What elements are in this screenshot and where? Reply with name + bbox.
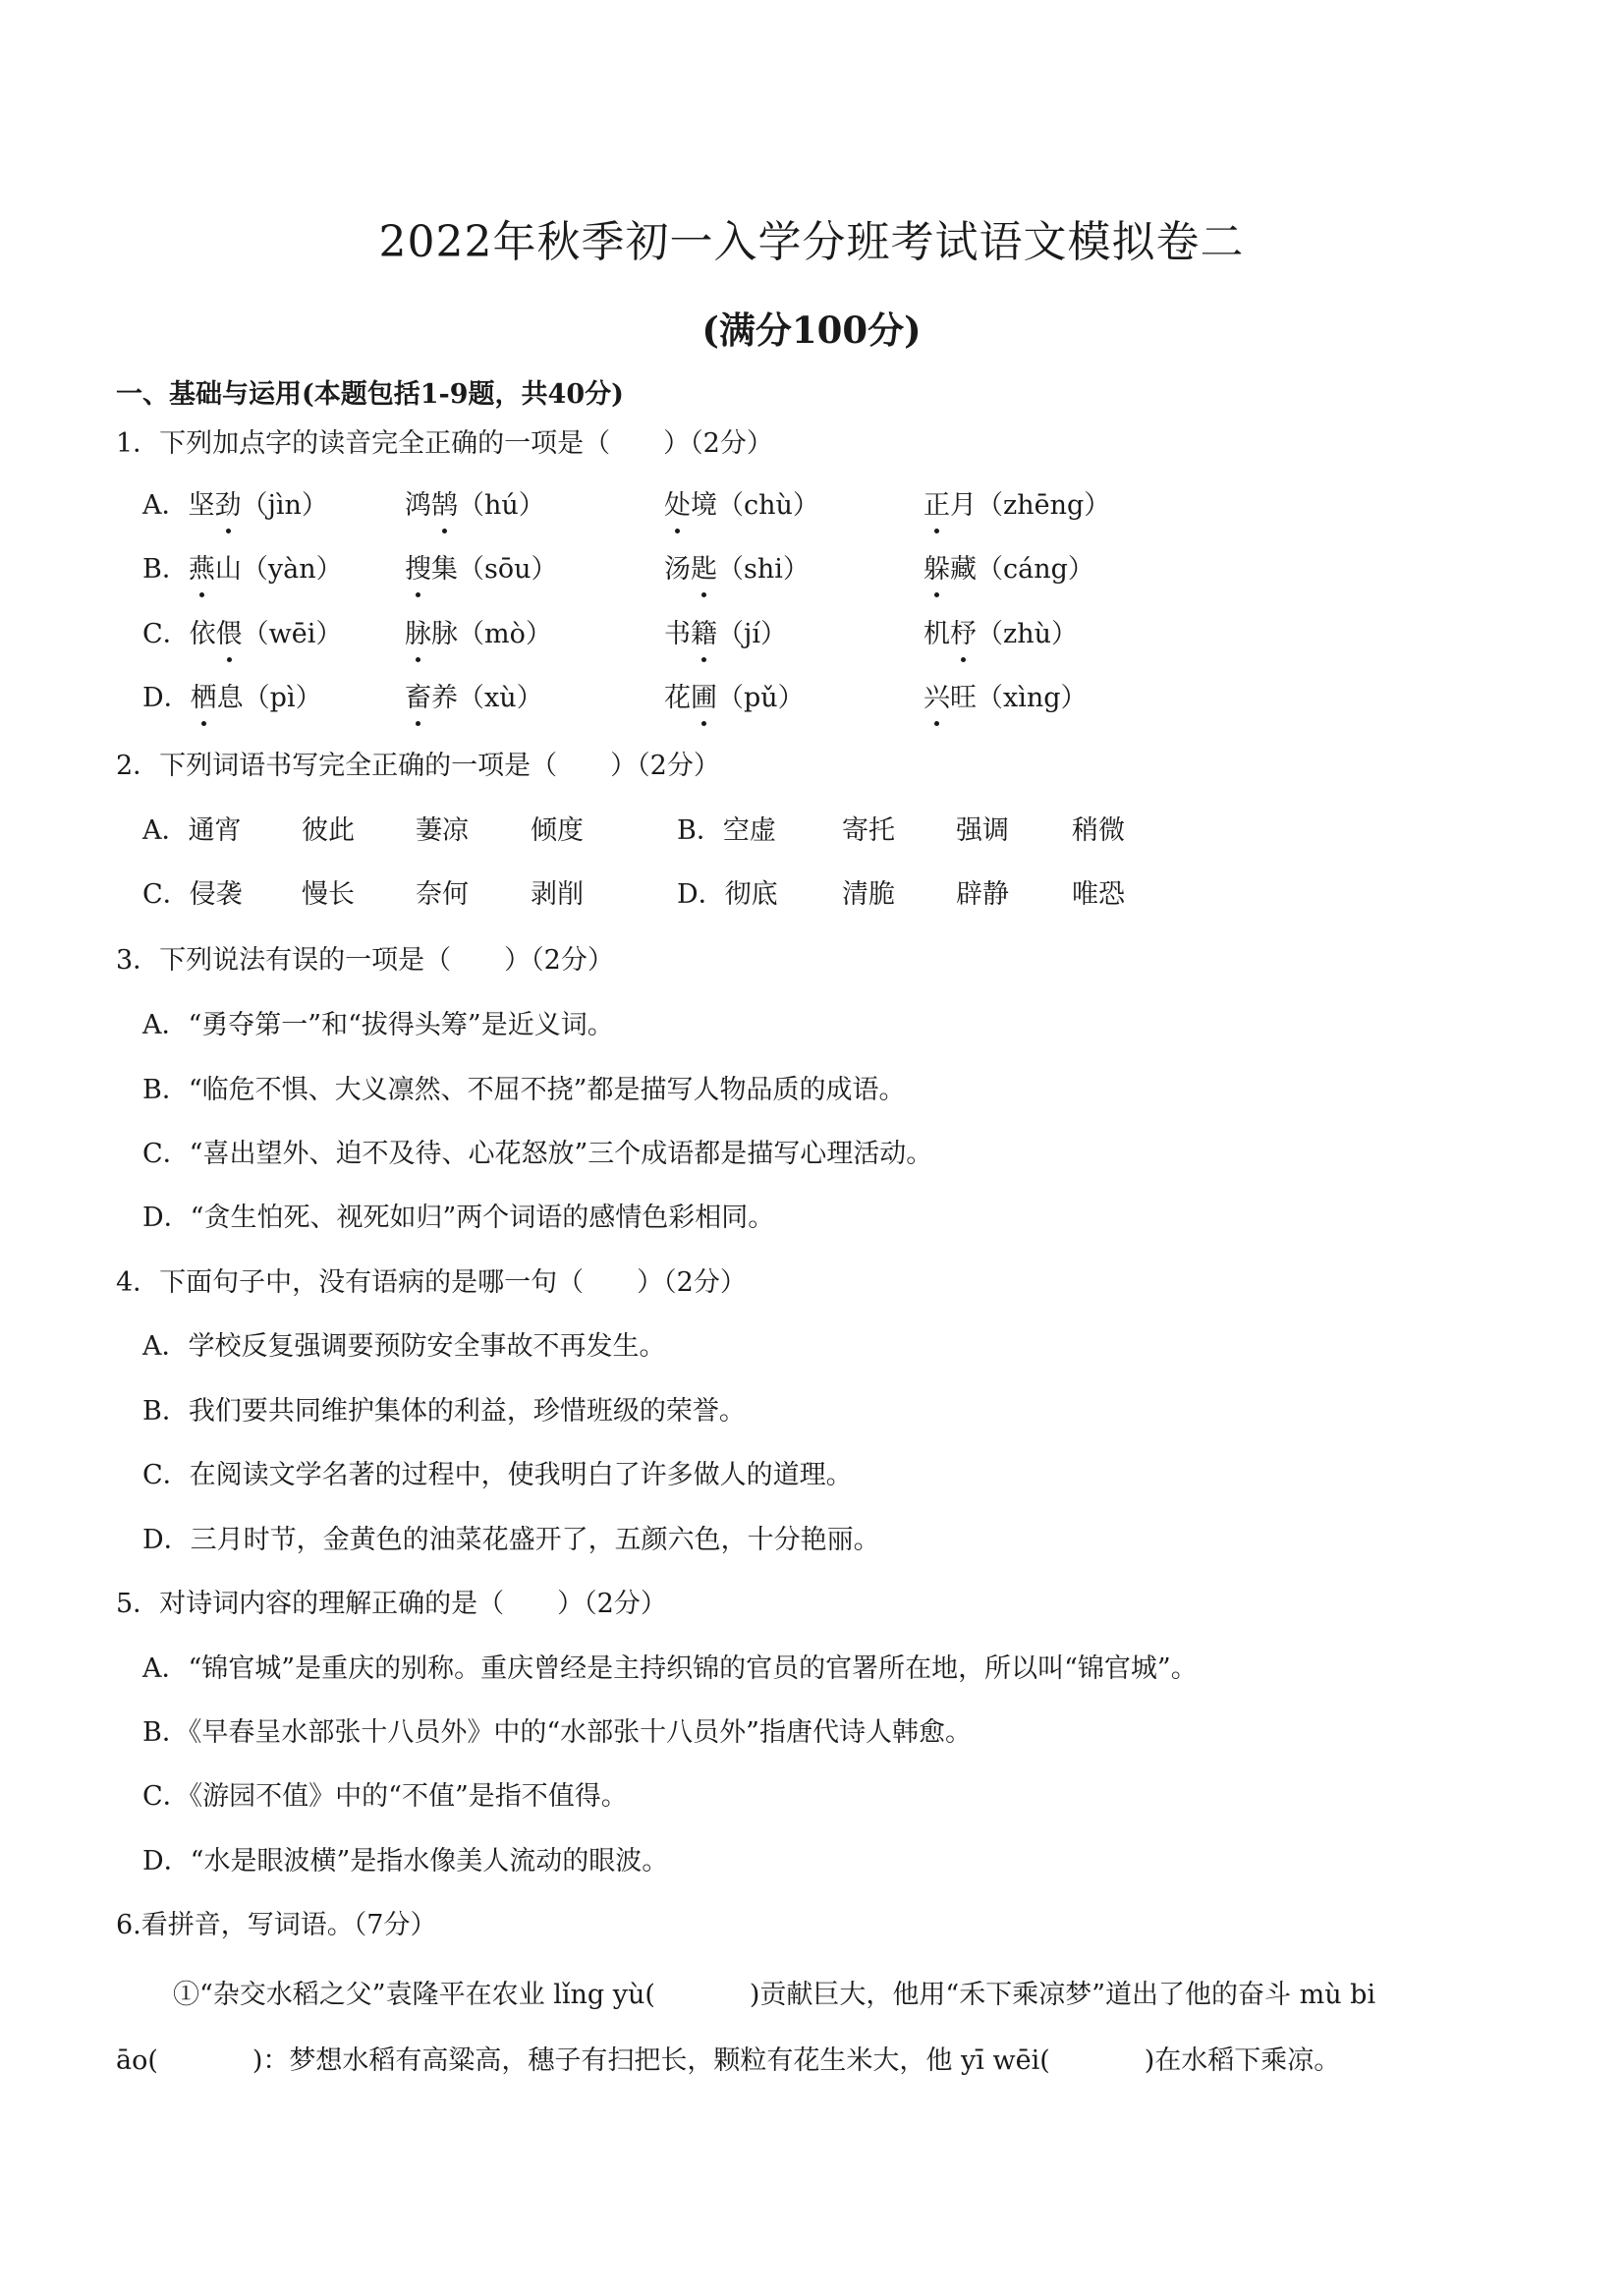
dotted-character: 脉: [405, 617, 431, 652]
question-5-option: C．《游园不值》中的“不值”是指不值得。: [142, 1781, 628, 1812]
question-4-option: B．我们要共同维护集体的利益，珍惜班级的荣誉。: [142, 1396, 746, 1427]
question-6-text: āo(: [116, 2045, 158, 2076]
pronunciation-item: [923, 681, 1088, 716]
item-text: 养: [431, 683, 458, 713]
question-4-option: D．三月时节，金黄色的油菜花盛开了，五颜六色，十分艳丽。: [142, 1525, 880, 1555]
item-text: 息: [216, 683, 244, 713]
pinyin-text: （xìng）: [977, 683, 1088, 713]
dotted-character: 籍: [691, 617, 717, 652]
pronunciation-item: [142, 488, 328, 524]
question-2-stem: 2．下列词语书写完全正确的一项是（ ）（2分）: [116, 751, 720, 781]
dotted-character: 正: [923, 488, 950, 524]
item-text: 旺: [950, 683, 977, 713]
pronunciation-item: [405, 617, 552, 652]
section-heading: 一、基础与运用(本题包括1-9题，共40分): [116, 379, 624, 410]
dotted-character: 偎: [216, 617, 243, 652]
pronunciation-item: [923, 488, 1110, 524]
question-6-text: )贡献巨大，他用“禾下乘凉梦”道出了他的奋斗 mù bi: [749, 1980, 1376, 2010]
dotted-character: 躲: [923, 552, 950, 588]
item-text: 依: [189, 619, 216, 649]
dotted-character: 处: [664, 488, 691, 524]
word-item: 清脆: [842, 879, 895, 910]
word-item: C．侵袭: [142, 879, 243, 910]
word-item: 强调: [956, 815, 1009, 846]
item-text: 坚: [188, 490, 215, 521]
dotted-character: 燕: [189, 552, 215, 588]
pronunciation-item: [664, 617, 787, 652]
item-text: 汤: [664, 554, 691, 585]
question-4-option: A．学校反复强调要预防安全事故不再发生。: [142, 1331, 666, 1362]
question-5-option: A．“锦官城”是重庆的别称。重庆曾经是主持织锦的官员的官署所在地，所以叫“锦官城”。: [142, 1653, 1198, 1684]
page-subtitle: (满分100分): [701, 308, 922, 352]
item-text: A．: [142, 490, 189, 521]
pronunciation-item: [142, 681, 322, 716]
item-text: 藏: [950, 554, 977, 585]
pinyin-text: （yàn）: [241, 554, 343, 585]
question-6-text: ①“杂交水稻之父”袁隆平在农业 lǐng yù(: [173, 1980, 655, 2010]
pronunciation-item: [923, 552, 1094, 588]
item-text: 花: [664, 683, 691, 713]
pronunciation-item: [923, 617, 1078, 652]
dotted-character: 畜: [405, 681, 431, 716]
item-text: 月: [950, 490, 977, 521]
dotted-character: 圃: [691, 681, 717, 716]
question-3-option: D．“贪生怕死、视死如归”两个词语的感情色彩相同。: [142, 1203, 775, 1233]
word-item: 奈何: [416, 879, 469, 910]
pronunciation-item: [664, 681, 805, 716]
question-5-option: D．“水是眼波横”是指水像美人流动的眼波。: [142, 1846, 669, 1876]
word-item: 剥削: [531, 879, 584, 910]
word-item: 倾度: [531, 815, 584, 846]
dotted-character: 兴: [923, 681, 950, 716]
pronunciation-item: [405, 488, 545, 524]
dotted-character: 杼: [950, 617, 977, 652]
question-6-text: )：梦想水稻有高粱高，穗子有扫把长，颗粒有花生米大，他 yī wēi(: [252, 2045, 1050, 2076]
question-3-option: B．“临危不惧、大义凛然、不屈不挠”都是描写人物品质的成语。: [142, 1075, 906, 1105]
item-text: D．: [142, 683, 191, 713]
item-text: 境: [691, 490, 717, 521]
pronunciation-item: [664, 552, 810, 588]
pinyin-text: （cáng）: [977, 554, 1094, 585]
item-text: B．: [142, 554, 189, 585]
question-3-option: C．“喜出望外、迫不及待、心花怒放”三个成语都是描写心理活动。: [142, 1139, 933, 1169]
word-item: 彼此: [302, 815, 355, 846]
item-text: 鸿: [405, 490, 431, 521]
dotted-character: 鹄: [431, 488, 458, 524]
word-item: 萋凉: [416, 815, 469, 846]
pronunciation-item: [142, 617, 342, 652]
word-item: B．空虚: [677, 815, 776, 846]
question-6-line-2: [116, 2044, 1340, 2079]
pinyin-text: （sōu）: [458, 554, 558, 585]
pronunciation-item: [405, 681, 543, 716]
pinyin-text: （pǔ）: [717, 683, 805, 713]
pronunciation-item: [405, 552, 558, 588]
item-text: 书: [664, 619, 691, 649]
dotted-character: 栖: [191, 681, 217, 716]
pinyin-text: （chù）: [717, 490, 819, 521]
word-item: A．通宵: [142, 815, 242, 846]
question-3-option: A．“勇夺第一”和“拔得头筹”是近义词。: [142, 1010, 614, 1040]
question-4-stem: 4．下面句子中，没有语病的是哪一句（ ）（2分）: [116, 1267, 747, 1298]
pinyin-text: （hú）: [458, 490, 545, 521]
pinyin-text: （pì）: [243, 683, 322, 713]
pronunciation-item: [142, 552, 343, 588]
dotted-character: 匙: [691, 552, 717, 588]
question-1-stem: 1．下列加点字的读音完全正确的一项是（ ）（2分）: [116, 428, 773, 459]
pronunciation-item: [664, 488, 819, 524]
pinyin-text: （jí）: [717, 619, 788, 649]
question-6-text: )在水稻下乘凉。: [1144, 2045, 1341, 2076]
item-text: C．: [142, 619, 190, 649]
item-text: 机: [923, 619, 950, 649]
dotted-character: 搜: [405, 552, 431, 588]
word-item: 稍微: [1072, 815, 1125, 846]
word-item: 慢长: [302, 879, 355, 910]
item-text: 集: [431, 554, 458, 585]
item-text: 脉: [431, 619, 458, 649]
dotted-character: 劲: [215, 488, 242, 524]
question-5-stem: 5．对诗词内容的理解正确的是（ ）（2分）: [116, 1589, 667, 1619]
pinyin-text: （zhù）: [977, 619, 1079, 649]
word-item: D．彻底: [677, 879, 778, 910]
question-6-line-1: [173, 1978, 1375, 2013]
pinyin-text: （jìn）: [241, 490, 328, 521]
pinyin-text: （wēi）: [242, 619, 343, 649]
pinyin-text: （mò）: [458, 619, 552, 649]
page-title: 2022年秋季初一入学分班考试语文模拟卷二: [378, 217, 1245, 267]
pinyin-text: （zhēng）: [977, 490, 1111, 521]
word-item: 唯恐: [1072, 879, 1125, 910]
pinyin-text: （xù）: [458, 683, 543, 713]
word-item: 辟静: [956, 879, 1009, 910]
question-3-stem: 3．下列说法有误的一项是（ ）（2分）: [116, 945, 614, 976]
word-item: 寄托: [842, 815, 895, 846]
question-5-option: B．《早春呈水部张十八员外》中的“水部张十八员外”指唐代诗人韩愈。: [142, 1717, 972, 1748]
question-4-option: C．在阅读文学名著的过程中，使我明白了许多做人的道理。: [142, 1460, 853, 1490]
item-text: 山: [214, 554, 242, 585]
pinyin-text: （shi）: [717, 554, 810, 585]
question-6-stem: 6.看拼音，写词语。（7分）: [116, 1910, 437, 1940]
